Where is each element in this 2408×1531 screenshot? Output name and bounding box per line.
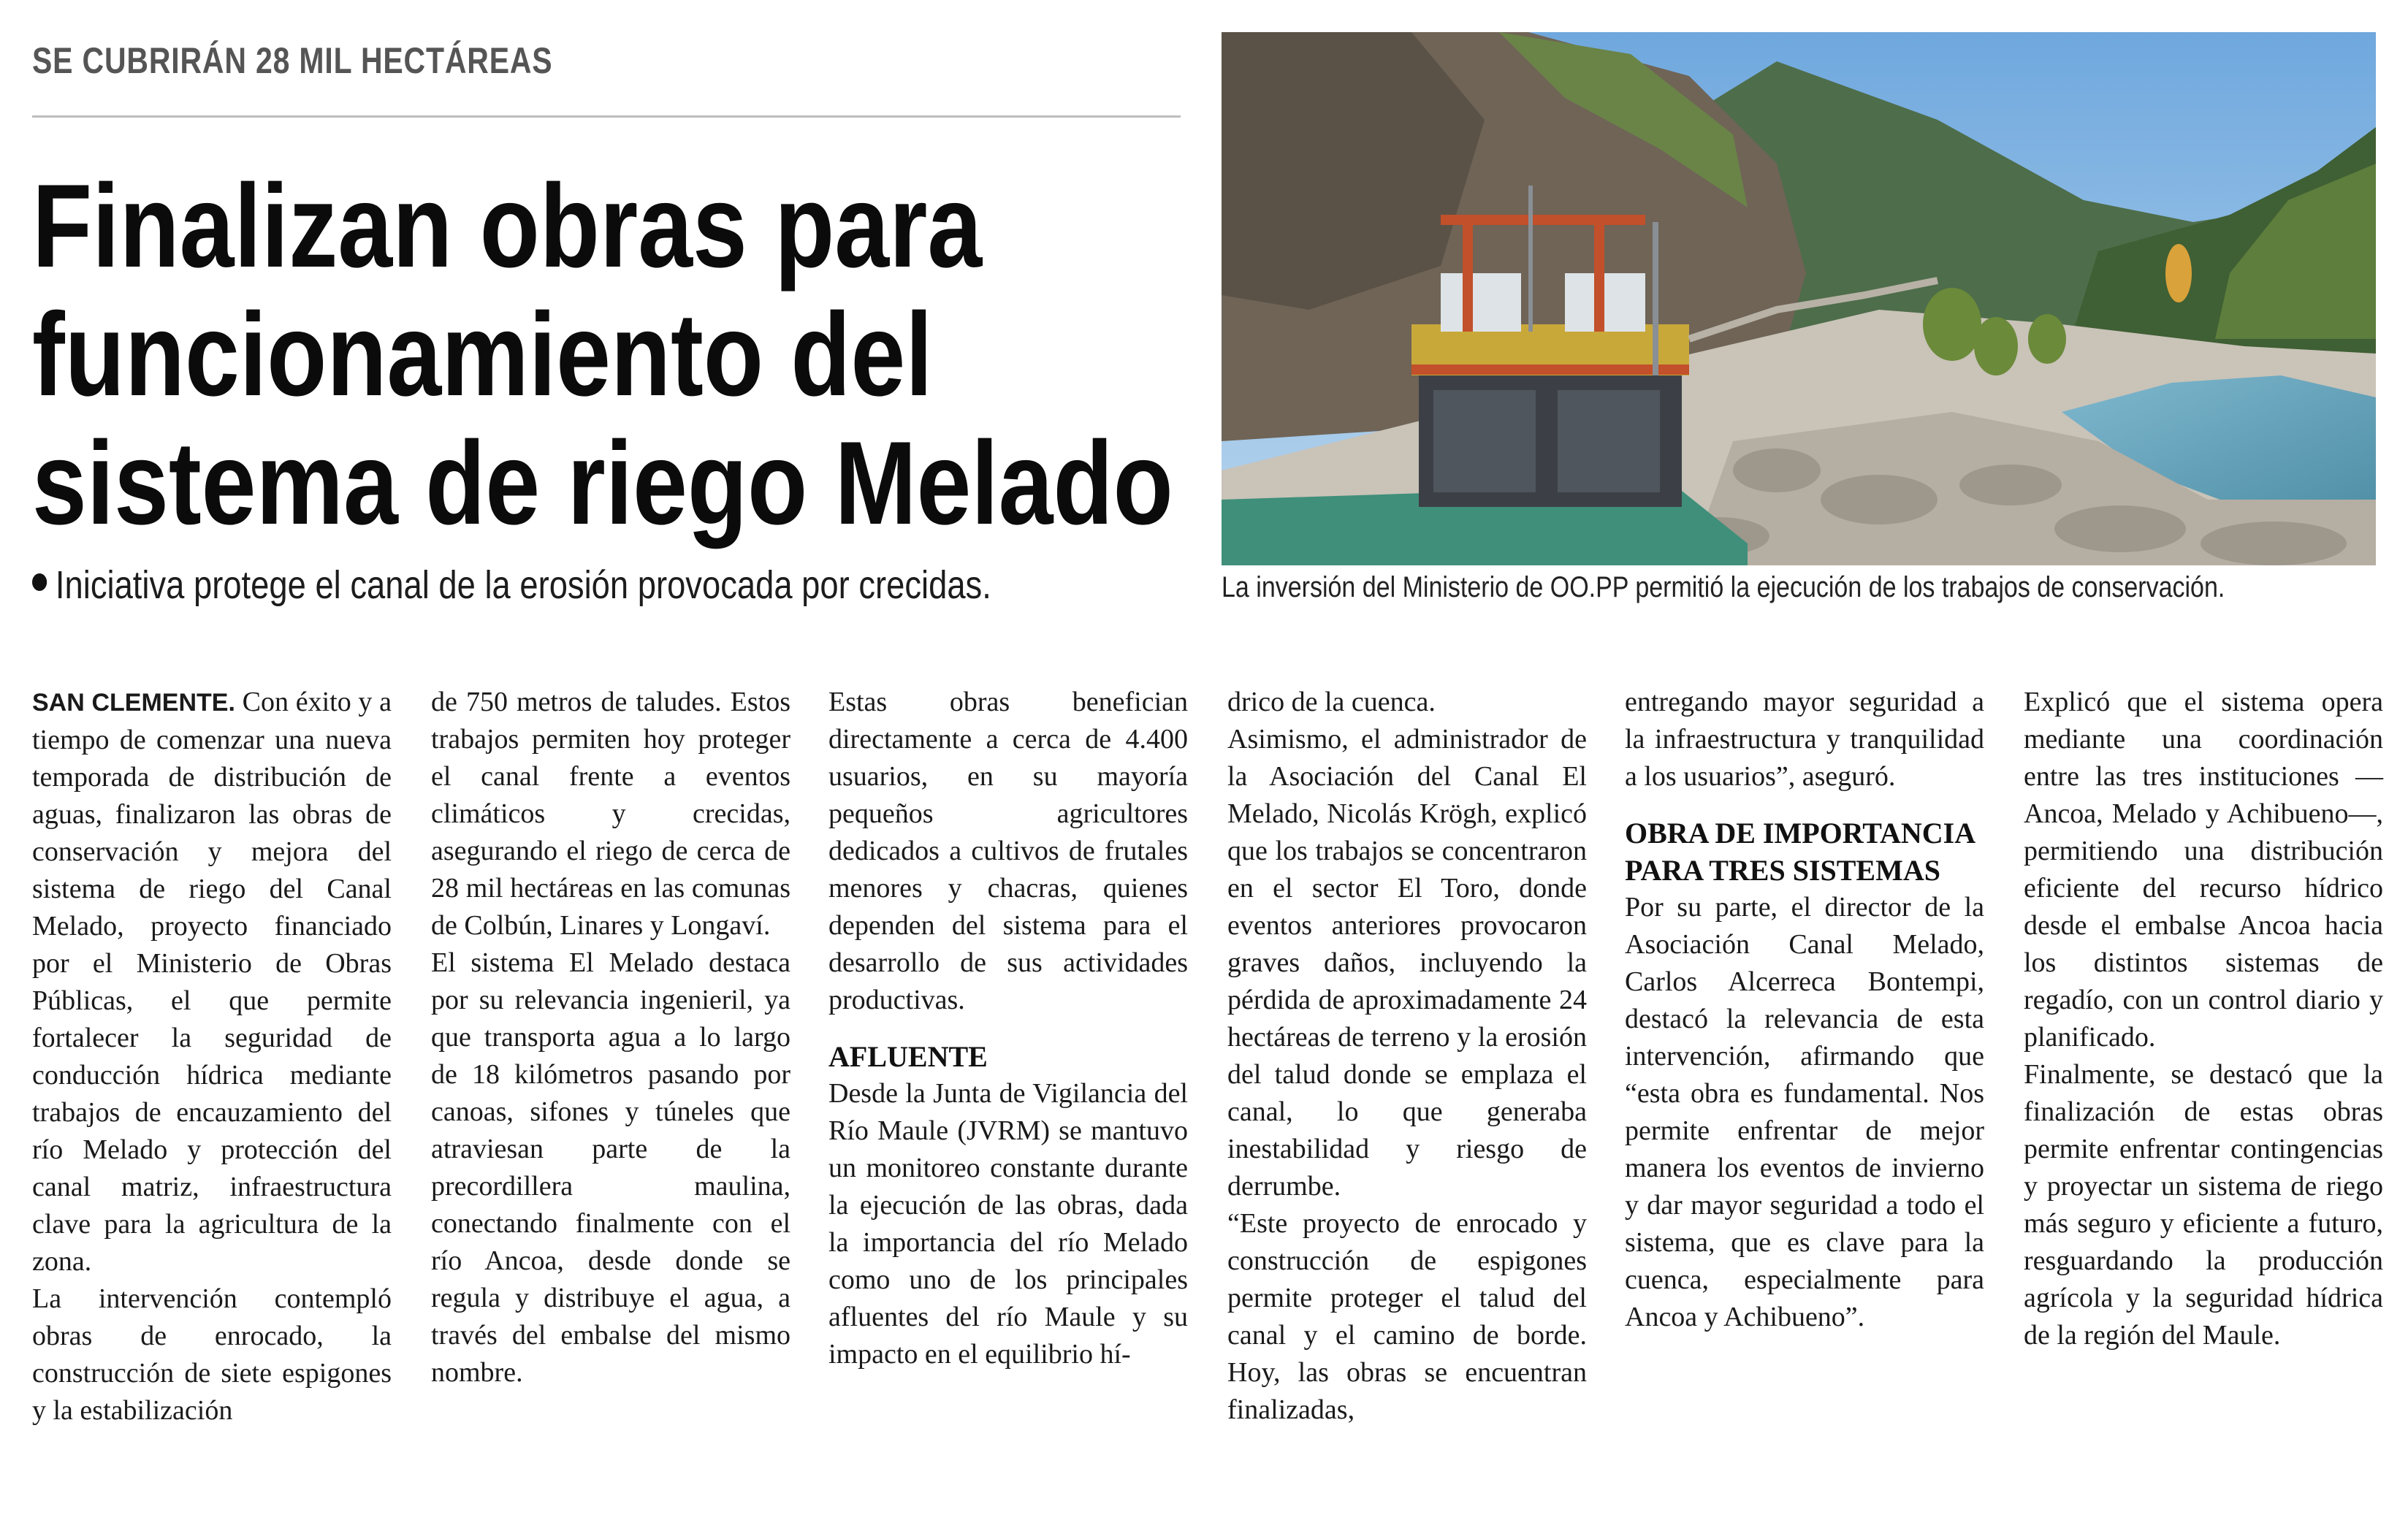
paragraph: de 750 metros de taludes. Estos trabajos permiten hoy proteger el canal frente a eventos climáticos y crecidas, asegurando el riego de cerca de 28 mil hectáreas en las comunas de Colbún, Linares y Longaví.: [431, 687, 790, 941]
bullet-icon: [32, 573, 47, 591]
paragraph: Asimismo, el administrador de la Asociación del Canal El Melado, Nicolás Krögh, explicó que los trabajos se concentraron en el sector El Toro, donde eventos anteriores provocaron graves daños, incluyendo la pérdida de aproximadamente 24 hectáreas de terreno y la erosión del talud donde se emplaza el canal, lo que generaba inestabilidad y riesgo de derrumbe.: [1227, 724, 1587, 1202]
dateline: SAN CLEMENTE.: [32, 689, 235, 717]
paragraph: Por su parte, el director de la Asociación Canal Melado, Carlos Alcerreca Bontempi, destacó la relevancia de esta intervención, afirmando que “esta obra es fundamental. Nos permite enfrentar de mejor manera los eventos de invierno y dar mayor seguridad a todo el sistema, que es clave para la cuenca, especialmente para Ancoa y Achibueno”.: [1625, 892, 1984, 1332]
article-column-6: [2024, 684, 2383, 1354]
paragraph: SAN CLEMENTE. Con éxito y a tiempo de comenzar una nueva temporada de distribución de aguas, finalizaron las obras de conservación y mejora del sistema de riego del Canal Melado, proyecto financiado por el Ministerio de Obras Públicas, el que permite fortalecer la seguridad de conducción hídrica mediante trabajos de encauzamiento del río Melado y protección del canal matriz, infraestructura clave para la agricultura de la zona.: [32, 687, 392, 1277]
paragraph: Desde la Junta de Vigilancia del Río Maule (JVRM) se mantuvo un monitoreo constante durante la ejecución de las obras, dada la importancia del río Melado como uno de los principales afluentes del río Maule y su impacto en el equilibrio hí-: [828, 1078, 1188, 1370]
article-column-5: [1625, 684, 1984, 1336]
paragraph: Finalmente, se destacó que la finalización de estas obras permite enfrentar contingencias y proyectar un sistema de riego más seguro y eficiente a futuro, resguardando la producción agrícola y la seguridad hídrica de la región del Maule.: [2024, 1059, 2383, 1351]
article-photo: [1222, 32, 2376, 565]
section-heading-obra: OBRA DE IMPORTANCIA PARA TRES SISTEMAS: [1625, 817, 1974, 887]
paragraph: Explicó que el sistema opera mediante una coordinación entre las tres instituciones —Ancoa, Melado y Achibueno—, permitiendo una distribución eficiente del recurso hídrico desde el embalse Ancoa hacia los distintos sistemas de regadío, con un control diario y planificado.: [2024, 687, 2383, 1053]
paragraph: El sistema El Melado destaca por su relevancia ingenieril, ya que transporta agua a lo largo de 18 kilómetros pasando por canoas, sifones y túneles que atraviesan parte de la precordillera maulina, conectando finalmente con el río Ancoa, desde donde se regula y distribuye el agua, a través del embalse del mismo nombre.: [431, 947, 790, 1388]
section-heading-afluente: AFLUENTE: [828, 1040, 988, 1073]
kicker-divider: [32, 115, 1181, 118]
photo-caption: La inversión del Ministerio de OO.PP permitió la ejecución de los trabajos de conservación.: [1222, 571, 2225, 603]
subhead-text: Iniciativa protege el canal de la erosión provocada por crecidas.: [55, 563, 991, 607]
article-column-3: [828, 684, 1188, 1373]
paragraph: Estas obras benefician directamente a cerca de 4.400 usuarios, en su mayoría pequeños agricultores dedicados a cultivos de frutales menores y chacras, quienes dependen del sistema para el desarrollo de sus actividades productivas.: [828, 687, 1188, 1015]
paragraph: “Este proyecto de enrocado y construcción de espigones permite proteger el talud del canal y el camino de borde. Hoy, las obras se encuentran finalizadas,: [1227, 1208, 1587, 1425]
kicker: SE CUBRIRÁN 28 MIL HECTÁREAS: [32, 40, 553, 81]
article-column-4: [1227, 684, 1587, 1429]
subhead: [32, 562, 1198, 608]
paragraph: La intervención contempló obras de enrocado, la construcción de siete espigones y la estabilización: [32, 1283, 392, 1426]
article-column-1: [32, 684, 392, 1429]
headline: Finalizan obras para funcionamiento del sistema de riego Melado: [32, 160, 1173, 549]
paragraph: drico de la cuenca.: [1227, 687, 1436, 717]
article-column-2: [431, 684, 790, 1391]
paragraph: entregando mayor seguridad a la infraestructura y tranquilidad a los usuarios”, aseguró.: [1625, 687, 1984, 792]
